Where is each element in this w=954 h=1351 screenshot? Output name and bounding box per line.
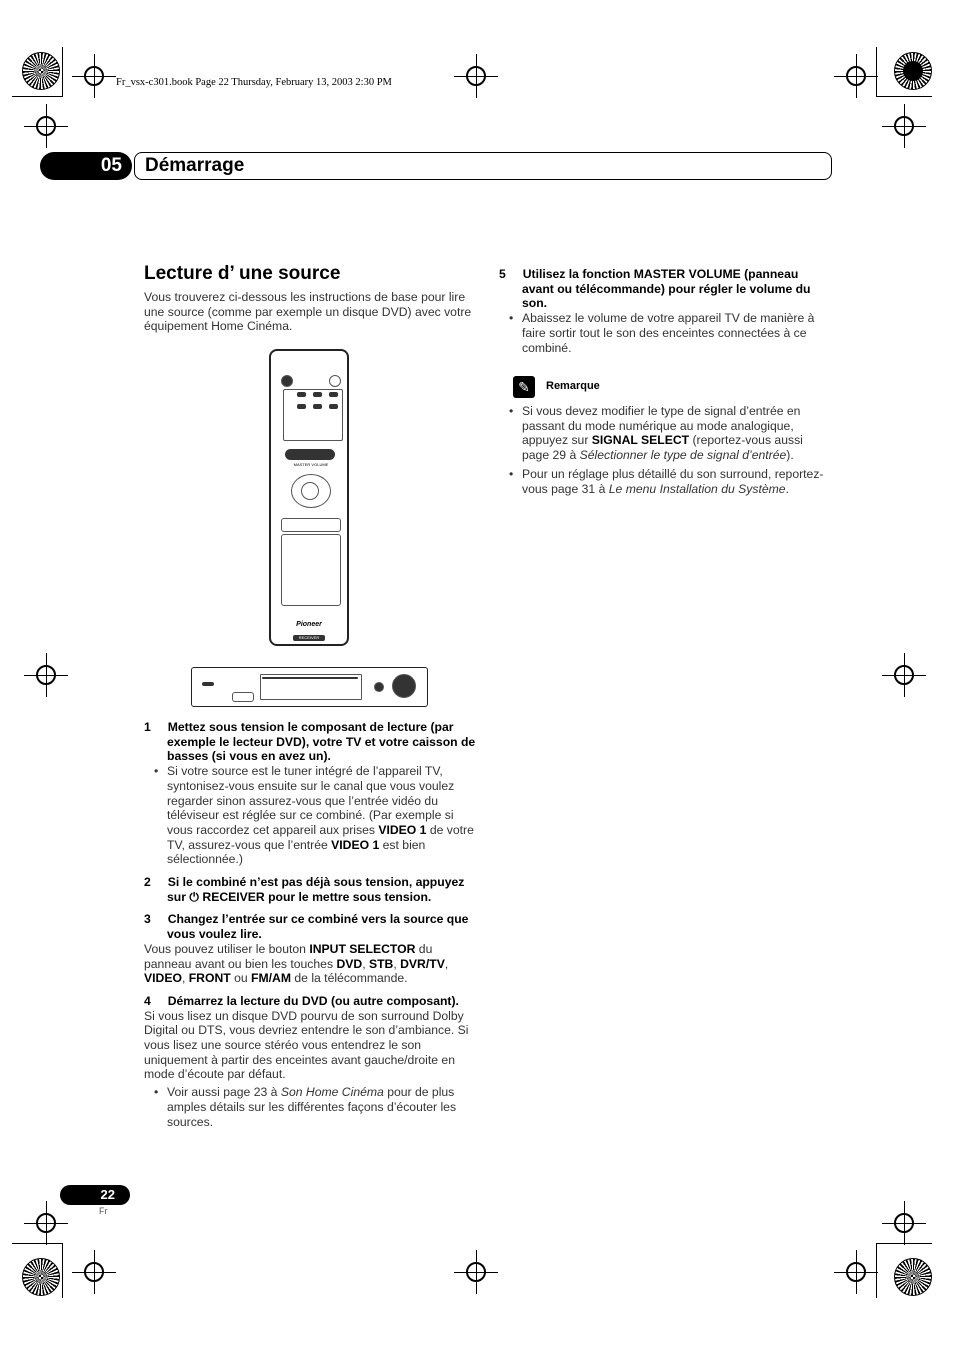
step-4-heading: 4 Démarrez la lecture du DVD (ou autre composant). xyxy=(144,993,459,1008)
master-volume-knob xyxy=(392,674,416,698)
section-title: Lecture d’ une source xyxy=(144,263,341,284)
registration-mark-icon xyxy=(84,66,104,86)
note-bullet-2: • Pour un réglage plus détaillé du son surround, reportez-vous page 31 à Le menu Installation du Système. xyxy=(499,467,825,496)
power-button-icon xyxy=(281,375,293,387)
page-number: 22 xyxy=(100,1187,115,1202)
registration-mark-icon xyxy=(466,66,486,86)
step-1-heading: 1 Mettez sous tension le composant de lecture (par exemple le lecteur DVD), votre TV et votre caisson de basses (si vous en avez un). xyxy=(144,720,476,764)
step-1-bullet: • Si votre source est le tuner intégré de l’appareil TV, syntonisez-vous ensuite sur le canal que vous voulez regarder sinon assurez-vous que l’entrée vidéo du téléviseur est réglée sur ce combiné. (Par exemple si vous raccordez cet appareil aux prises VIDEO 1 de votre TV, assurez-vous que l’entrée VIDEO 1 est bien sélectionnée.) xyxy=(144,764,478,867)
registration-mark-icon xyxy=(894,1213,914,1233)
registration-mark-icon xyxy=(894,116,914,136)
book-header: Fr_vsx-c301.book Page 22 Thursday, February 13, 2003 2:30 PM xyxy=(116,77,392,88)
registration-mark-icon xyxy=(36,665,56,685)
page-language: Fr xyxy=(99,1206,108,1216)
step-3-text: Vous pouvez utiliser le bouton INPUT SELECTOR du panneau avant ou bien les touches DVD, STB, DVR/TV, VIDEO, FRONT ou FM/AM de la télécommande. xyxy=(144,941,449,986)
registration-mark-icon xyxy=(846,1262,866,1282)
registration-mark-icon xyxy=(466,1262,486,1282)
registration-mark-icon xyxy=(36,1213,56,1233)
registration-mark-icon xyxy=(84,1262,104,1282)
step-5-heading: 5 Utilisez la fonction MASTER VOLUME (panneau avant ou télécommande) pour régler le volume du son. xyxy=(499,267,811,311)
intro-paragraph: Vous trouverez ci-dessous les instructions de base pour lire une source (comme par exemple un disque DVD) avec votre équipement Home Cinéma. xyxy=(144,290,472,334)
note-pencil-icon: ✎ xyxy=(513,376,535,398)
column-left xyxy=(144,720,478,1129)
step-4-bullet: • Voir aussi page 23 à Son Home Cinéma pour de plus amples détails sur les différentes façons d’écouter les sources. xyxy=(144,1085,478,1129)
registration-wheel-icon xyxy=(22,52,60,90)
note-list xyxy=(499,404,825,496)
note-label: Remarque xyxy=(546,380,600,392)
registration-mark-icon xyxy=(846,66,866,86)
step-3-heading: 3 Changez l’entrée sur ce combiné vers la source que vous voulez lire. xyxy=(144,912,469,942)
note-bullet-1: • Si vous devez modifier le type de signal d’entrée en passant du mode numérique au mode analogique, appuyez sur SIGNAL SELECT (reportez-vous aussi page 29 à Sélectionner le type de signal d’entrée). xyxy=(499,404,825,463)
column-right xyxy=(499,267,825,355)
master-volume-label: MASTER VOLUME xyxy=(293,462,329,467)
chapter-title: Démarrage xyxy=(145,155,245,176)
registration-mark-icon xyxy=(36,116,56,136)
registration-wheel-icon xyxy=(22,1258,60,1296)
step-5-bullet: • Abaissez le volume de votre appareil TV de manière à faire sortir tout le son des enceintes connectées à ce combiné. xyxy=(499,311,825,355)
registration-wheel-icon xyxy=(894,52,932,90)
receiver-front-panel-illustration xyxy=(191,667,428,707)
master-volume-rocker xyxy=(285,449,335,460)
power-icon: ⏻ xyxy=(189,889,199,904)
remote-control-illustration xyxy=(269,349,349,646)
step-2-heading: 2 Si le combiné n’est pas déjà sous tension, appuyez sur ⏻ RECEIVER pour le mettre sous tension. xyxy=(144,875,465,904)
pioneer-logo: Pioneer xyxy=(296,621,322,628)
receiver-label: RECEIVER xyxy=(298,635,320,640)
chapter-number: 05 xyxy=(100,155,122,176)
registration-mark-icon xyxy=(894,665,914,685)
registration-wheel-icon xyxy=(894,1258,932,1296)
step-4-text: Si vous lisez un disque DVD pourvu de son surround Dolby Digital ou DTS, vous devriez entendre le son d’ambiance. Si vous lisez une source stéréo vous entendrez le son uniquement à partir des enceintes avant gauche/droite en mode d’écoute par défaut. xyxy=(144,1008,469,1082)
